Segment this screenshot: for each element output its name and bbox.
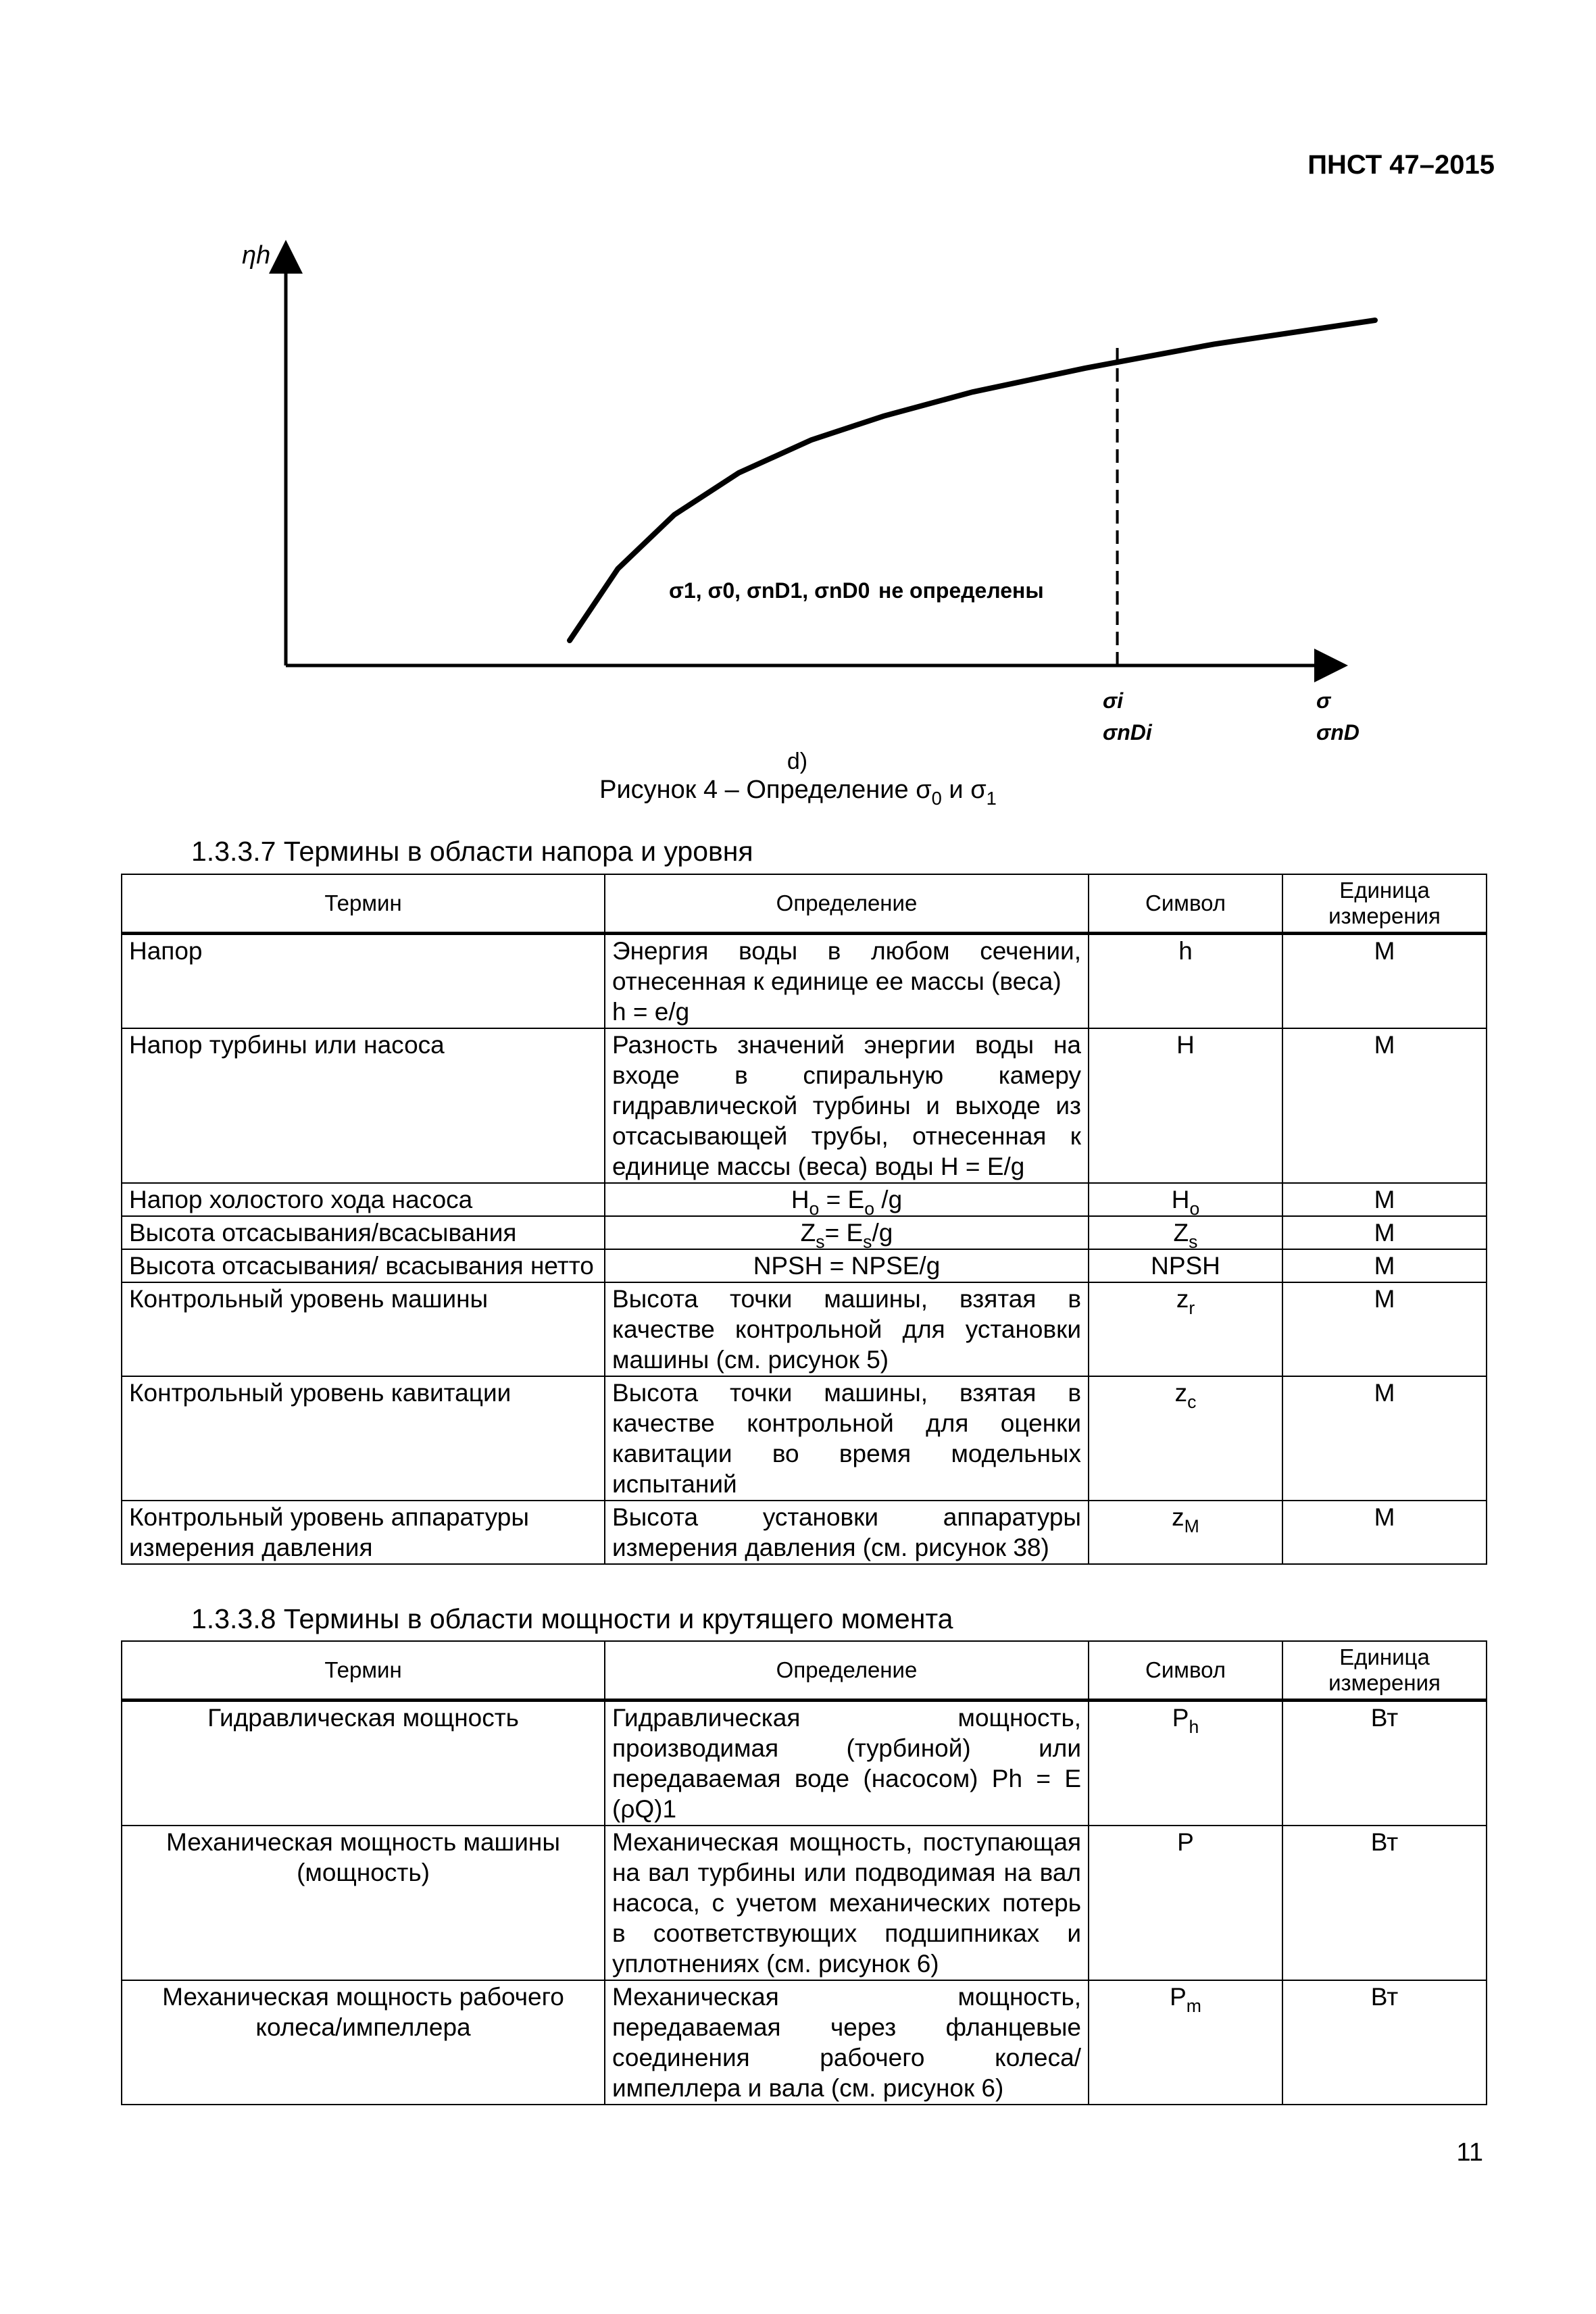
term-cell: Напор холостого хода насоса [122, 1183, 605, 1216]
table-row [122, 1028, 1487, 1183]
definition-cell [605, 934, 1089, 1029]
formula: h = e/g [612, 998, 690, 1026]
table-row [122, 1183, 1487, 1216]
unit-cell: М [1282, 1028, 1487, 1183]
unit-cell: М [1282, 1249, 1487, 1282]
symbol-cell: $z_c$ [1089, 1376, 1282, 1501]
table-row [122, 934, 1487, 1029]
term-cell: Механическая мощность машины (мощность) [122, 1826, 605, 1980]
term-cell: Высота отсасывания/всасывания [122, 1216, 605, 1249]
unit-cell: М [1282, 1183, 1487, 1216]
header-unit: Единица измерения [1282, 1641, 1487, 1701]
definition-cell: Механическая мощность, поступающая на вал турбины или подводимая на вал насоса, с учетом механических потерь в соответствующих подшипниках и уплотнениях (см. рисунок 6) [605, 1826, 1089, 1980]
unit-cell: Вт [1282, 1826, 1487, 1980]
definition-cell: Гидравлическая мощность, производимая (турбиной) или передаваемая воде (насосом) Ph = E (ρQ)1 [605, 1701, 1089, 1826]
symbol-cell: H [1089, 1028, 1282, 1183]
formula-cell: $Z_s= E_s/g$ [605, 1216, 1089, 1249]
symbol-cell: NPSH [1089, 1249, 1282, 1282]
definition-cell: Высота точки машины, взятая в качестве контрольной для оценки кавитации во время модельных испытаний [605, 1376, 1089, 1501]
note-text: не определены [878, 578, 1044, 603]
table-row [122, 1249, 1487, 1282]
symbol-cell: P [1089, 1826, 1282, 1980]
unit-cell: М [1282, 1216, 1487, 1249]
unit-cell: М [1282, 1282, 1487, 1376]
header-definition: Определение [605, 1641, 1089, 1701]
table-row [122, 1376, 1487, 1501]
x-label-sigma-ndi: σnDi [1103, 720, 1152, 745]
symbol-cell: h [1089, 934, 1282, 1029]
x-label-sigma: σ [1316, 688, 1331, 713]
power-terms-table [121, 1640, 1487, 2105]
head-level-terms-table [121, 874, 1487, 1565]
term-cell: Напор [122, 934, 605, 1029]
header-symbol: Символ [1089, 874, 1282, 934]
figure-caption: Рисунок 4 – Определение $\sigma_0$ и $\sigma_1$ [599, 776, 997, 809]
x-label-sigma-nd: σnD [1316, 720, 1360, 745]
figure-sigma-diagram [0, 0, 1596, 831]
header-unit: Единица измерения [1282, 874, 1487, 934]
symbol-cell: $P_m$ [1089, 1980, 1282, 2105]
table-row [122, 1216, 1487, 1249]
term-cell: Высота отсасывания/ всасывания нетто [122, 1249, 605, 1282]
definition-cell: Высота точки машины, взятая в качестве контрольной для установки машины (см. рисунок 5) [605, 1282, 1089, 1376]
symbol-cell: $Z_s$ [1089, 1216, 1282, 1249]
y-axis-label: ηh [242, 241, 271, 270]
symbol-cell: $H_o$ [1089, 1183, 1282, 1216]
symbol-cell: $z_r$ [1089, 1282, 1282, 1376]
unit-cell: Вт [1282, 1980, 1487, 2105]
x-label-sigma-i: σi [1103, 688, 1124, 713]
note-symbols: σ1, σ0, σnD1, σnD0 [669, 578, 870, 603]
table-row [122, 1501, 1487, 1564]
table-row [122, 1282, 1487, 1376]
definition-cell: Высота установки аппаратуры измерения давления (см. рисунок 38) [605, 1501, 1089, 1564]
term-cell: Контрольный уровень аппаратуры измерения давления [122, 1501, 605, 1564]
formula-cell: $H_o = E_o$ /g [605, 1183, 1089, 1216]
term-cell: Контрольный уровень кавитации [122, 1376, 605, 1501]
definition-cell: Разность значений энергии воды на входе в спиральную камеру гидравлической турбины и выходе из отсасывающей трубы, отнесенная к единице массы (веса) воды H = E/g [605, 1028, 1089, 1183]
table-row [122, 1826, 1487, 1980]
section-heading-power: 1.3.3.8 Термины в области мощности и крутящего момента [191, 1603, 953, 1634]
definition-cell: Механическая мощность, передаваемая через фланцевые соединения рабочего колеса/импеллера и вала (см. рисунок 6) [605, 1980, 1089, 2105]
term-cell: Механическая мощность рабочего колеса/импеллера [122, 1980, 605, 2105]
formula-cell: NPSH = NPSE/g [605, 1249, 1089, 1282]
header-term: Термин [122, 1641, 605, 1701]
header-definition: Определение [605, 874, 1089, 934]
page-number: 11 [1456, 2138, 1483, 2167]
symbol-cell: $z_M$ [1089, 1501, 1282, 1564]
term-cell: Контрольный уровень машины [122, 1282, 605, 1376]
unit-cell: М [1282, 934, 1487, 1029]
section-heading-head-level: 1.3.3.7 Термины в области напора и уровня [191, 836, 753, 867]
figure-letter: d) [787, 749, 808, 774]
symbol-cell: $P_h$ [1089, 1701, 1282, 1826]
unit-cell: М [1282, 1376, 1487, 1501]
table-header-row [122, 874, 1487, 934]
term-cell: Напор турбины или насоса [122, 1028, 605, 1183]
table-header-row [122, 1641, 1487, 1701]
table-row [122, 1701, 1487, 1826]
header-term: Термин [122, 874, 605, 934]
term-cell: Гидравлическая мощность [122, 1701, 605, 1826]
table-row [122, 1980, 1487, 2105]
unit-cell: Вт [1282, 1701, 1487, 1826]
header-symbol: Символ [1089, 1641, 1282, 1701]
unit-cell: М [1282, 1501, 1487, 1564]
definition-text: Энергия воды в любом сечении, отнесенная к единице ее массы (веса) [612, 937, 1081, 995]
standard-code: ПНСТ 47–2015 [1307, 150, 1495, 180]
